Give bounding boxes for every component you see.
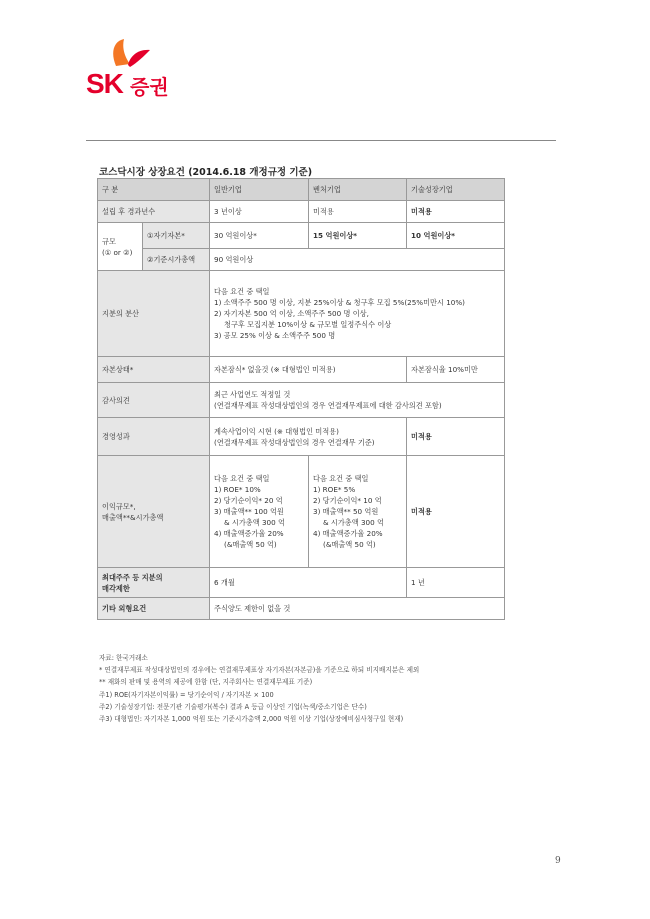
row-label: 기타 외형요건 (98, 598, 210, 620)
row-label (98, 456, 210, 568)
cell-general-venture (210, 418, 407, 456)
row-label: 자본상태* (98, 357, 210, 383)
cell-venture (309, 456, 407, 568)
table-row (98, 598, 505, 620)
cell-all (210, 383, 505, 418)
row-label-line: 이익규모*, (102, 501, 136, 511)
cell-line: 1) ROE* 10% (214, 485, 261, 494)
header-tech: 기술성장기업 (407, 179, 505, 201)
footnotes (99, 652, 419, 725)
logo-name: 증권 (130, 75, 169, 99)
table-header-row (98, 179, 505, 201)
cell-line: (연결재무제표 작성대상법인의 경우 연결재무제표에 대한 감사의견 포함) (214, 401, 442, 410)
footnote: * 연결재무제표 작성대상법인의 경우에는 연결재무제표상 자기자본(자본금)을 기준으로 하되 비지배지분은 제외 (99, 666, 420, 675)
header-venture: 벤처기업 (309, 179, 407, 201)
row-label (98, 568, 210, 598)
cell-venture: 15 억원이상* (309, 223, 407, 249)
table-row (98, 383, 505, 418)
cell-tech: 10 억원이상* (407, 223, 505, 249)
row-label-line: 최대주주 등 지분의 (102, 572, 163, 582)
cell-general-venture: 6 개월 (210, 568, 407, 598)
page-title: 코스닥시장 상장요건 (2014.6.18 개정규정 기준) (99, 167, 313, 178)
row-label-line: 매각제한 (102, 583, 130, 593)
sk-securities-logo (86, 38, 196, 98)
page-number: 9 (555, 856, 561, 866)
cell-line: 4) 매출액증가율 20% (313, 529, 383, 538)
cell-general: 3 년이상 (210, 201, 309, 223)
row-label-scale (98, 223, 143, 271)
cell-line: 1) ROE* 5% (313, 485, 356, 494)
cell-line: (연결재무제표 작성대상법인의 경우 연결재무 기준) (214, 437, 375, 447)
row-label: 경영성과 (98, 418, 210, 456)
cell-general-venture: 자본잠식* 없을것 (※ 대형법인 미적용) (210, 357, 407, 383)
cell-tech: 1 년 (407, 568, 505, 598)
scale-sub: (① or ②) (102, 247, 133, 257)
cell-venture: 미적용 (309, 201, 407, 223)
cell-line: 다음 요건 중 택일 (214, 474, 270, 483)
cell-line: 계속사업이익 시현 (※ 대형법인 미적용) (214, 426, 339, 436)
scale-label: 규모 (102, 236, 116, 246)
logo-brand: SK (86, 68, 123, 99)
cell-line: 4) 매출액증가율 20% (214, 529, 284, 538)
table-row (98, 201, 505, 223)
cell-all: 주식양도 제한이 없을 것 (210, 598, 505, 620)
cell-tech: 미적용 (407, 201, 505, 223)
cell-line: 다음 요건 중 택일 (313, 474, 369, 483)
row-label: 설립 후 경과년수 (98, 201, 210, 223)
header-rule (86, 140, 556, 141)
cell-line: 3) 매출액** 100 억원 (214, 507, 284, 516)
table-row (98, 249, 505, 271)
footnote: 자료: 한국거래소 (99, 654, 148, 662)
sub-label: ①자기자본* (143, 223, 210, 249)
cell-tech: 미적용 (407, 456, 505, 568)
table-row (98, 271, 505, 357)
cell-tech: 미적용 (407, 418, 505, 456)
cell-line: & 시가총액 300 억 (224, 518, 285, 527)
row-label-line: 매출액**&시가총액 (102, 512, 164, 522)
cell-line: 1) 소액주주 500 명 이상, 지분 25%이상 & 청구후 모집 5%(25%미만시 10%) (214, 298, 465, 307)
cell-general (210, 456, 309, 568)
row-label: 감사의견 (98, 383, 210, 418)
cell-line: 2) 자기자본 500 억 이상, 소액주주 500 명 이상, (214, 309, 369, 318)
cell-all: 90 억원이상 (210, 249, 505, 271)
header-general: 일반기업 (210, 179, 309, 201)
table-row (98, 357, 505, 383)
cell-line: (&매출액 50 억) (323, 540, 376, 549)
table-row (98, 418, 505, 456)
cell-tech: 자본잠식율 10%미만 (407, 357, 505, 383)
listing-requirements-table (97, 178, 505, 620)
cell-general: 30 억원이상* (210, 223, 309, 249)
row-label: 지분의 분산 (98, 271, 210, 357)
cell-line: 2) 당기순이익* 20 억 (214, 496, 283, 505)
footnote: 주2) 기술성장기업: 전문기관 기술평가(복수) 결과 A 등급 이상인 기업(녹색/중소기업은 단수) (99, 702, 367, 711)
footnote: 주1) ROE(자기자본이익률) = 당기순이익 / 자기자본 × 100 (99, 690, 274, 699)
sk-butterfly-icon (108, 38, 152, 72)
cell-line: & 시가총액 300 억 (323, 518, 384, 527)
cell-line: 2) 당기순이익* 10 억 (313, 496, 382, 505)
footnote: ** 재화의 판매 및 용역의 제공에 한함 (단, 지주회사는 연결재무제표 기준) (99, 678, 313, 687)
table-row (98, 223, 505, 249)
cell-line: 다음 요건 중 택일 (214, 287, 270, 296)
cell-line: 3) 매출액** 50 억원 (313, 507, 379, 516)
cell-all (210, 271, 505, 357)
table-row (98, 568, 505, 598)
header-category: 구 분 (98, 179, 210, 201)
cell-line: 3) 공모 25% 이상 & 소액주주 500 명 (214, 331, 336, 340)
footnote: 주3) 대형법인: 자기자본 1,000 억원 또는 기준시가총액 2,000 억원 이상 기업(상장예비심사청구일 현재) (99, 715, 404, 724)
cell-line: 청구후 모집지분 10%이상 & 규모별 일정주식수 이상 (224, 320, 392, 329)
cell-line: 최근 사업연도 적정일 것 (214, 390, 291, 399)
table-row (98, 456, 505, 568)
cell-line: (&매출액 50 억) (224, 540, 277, 549)
sub-label: ②기준시가총액 (143, 249, 210, 271)
